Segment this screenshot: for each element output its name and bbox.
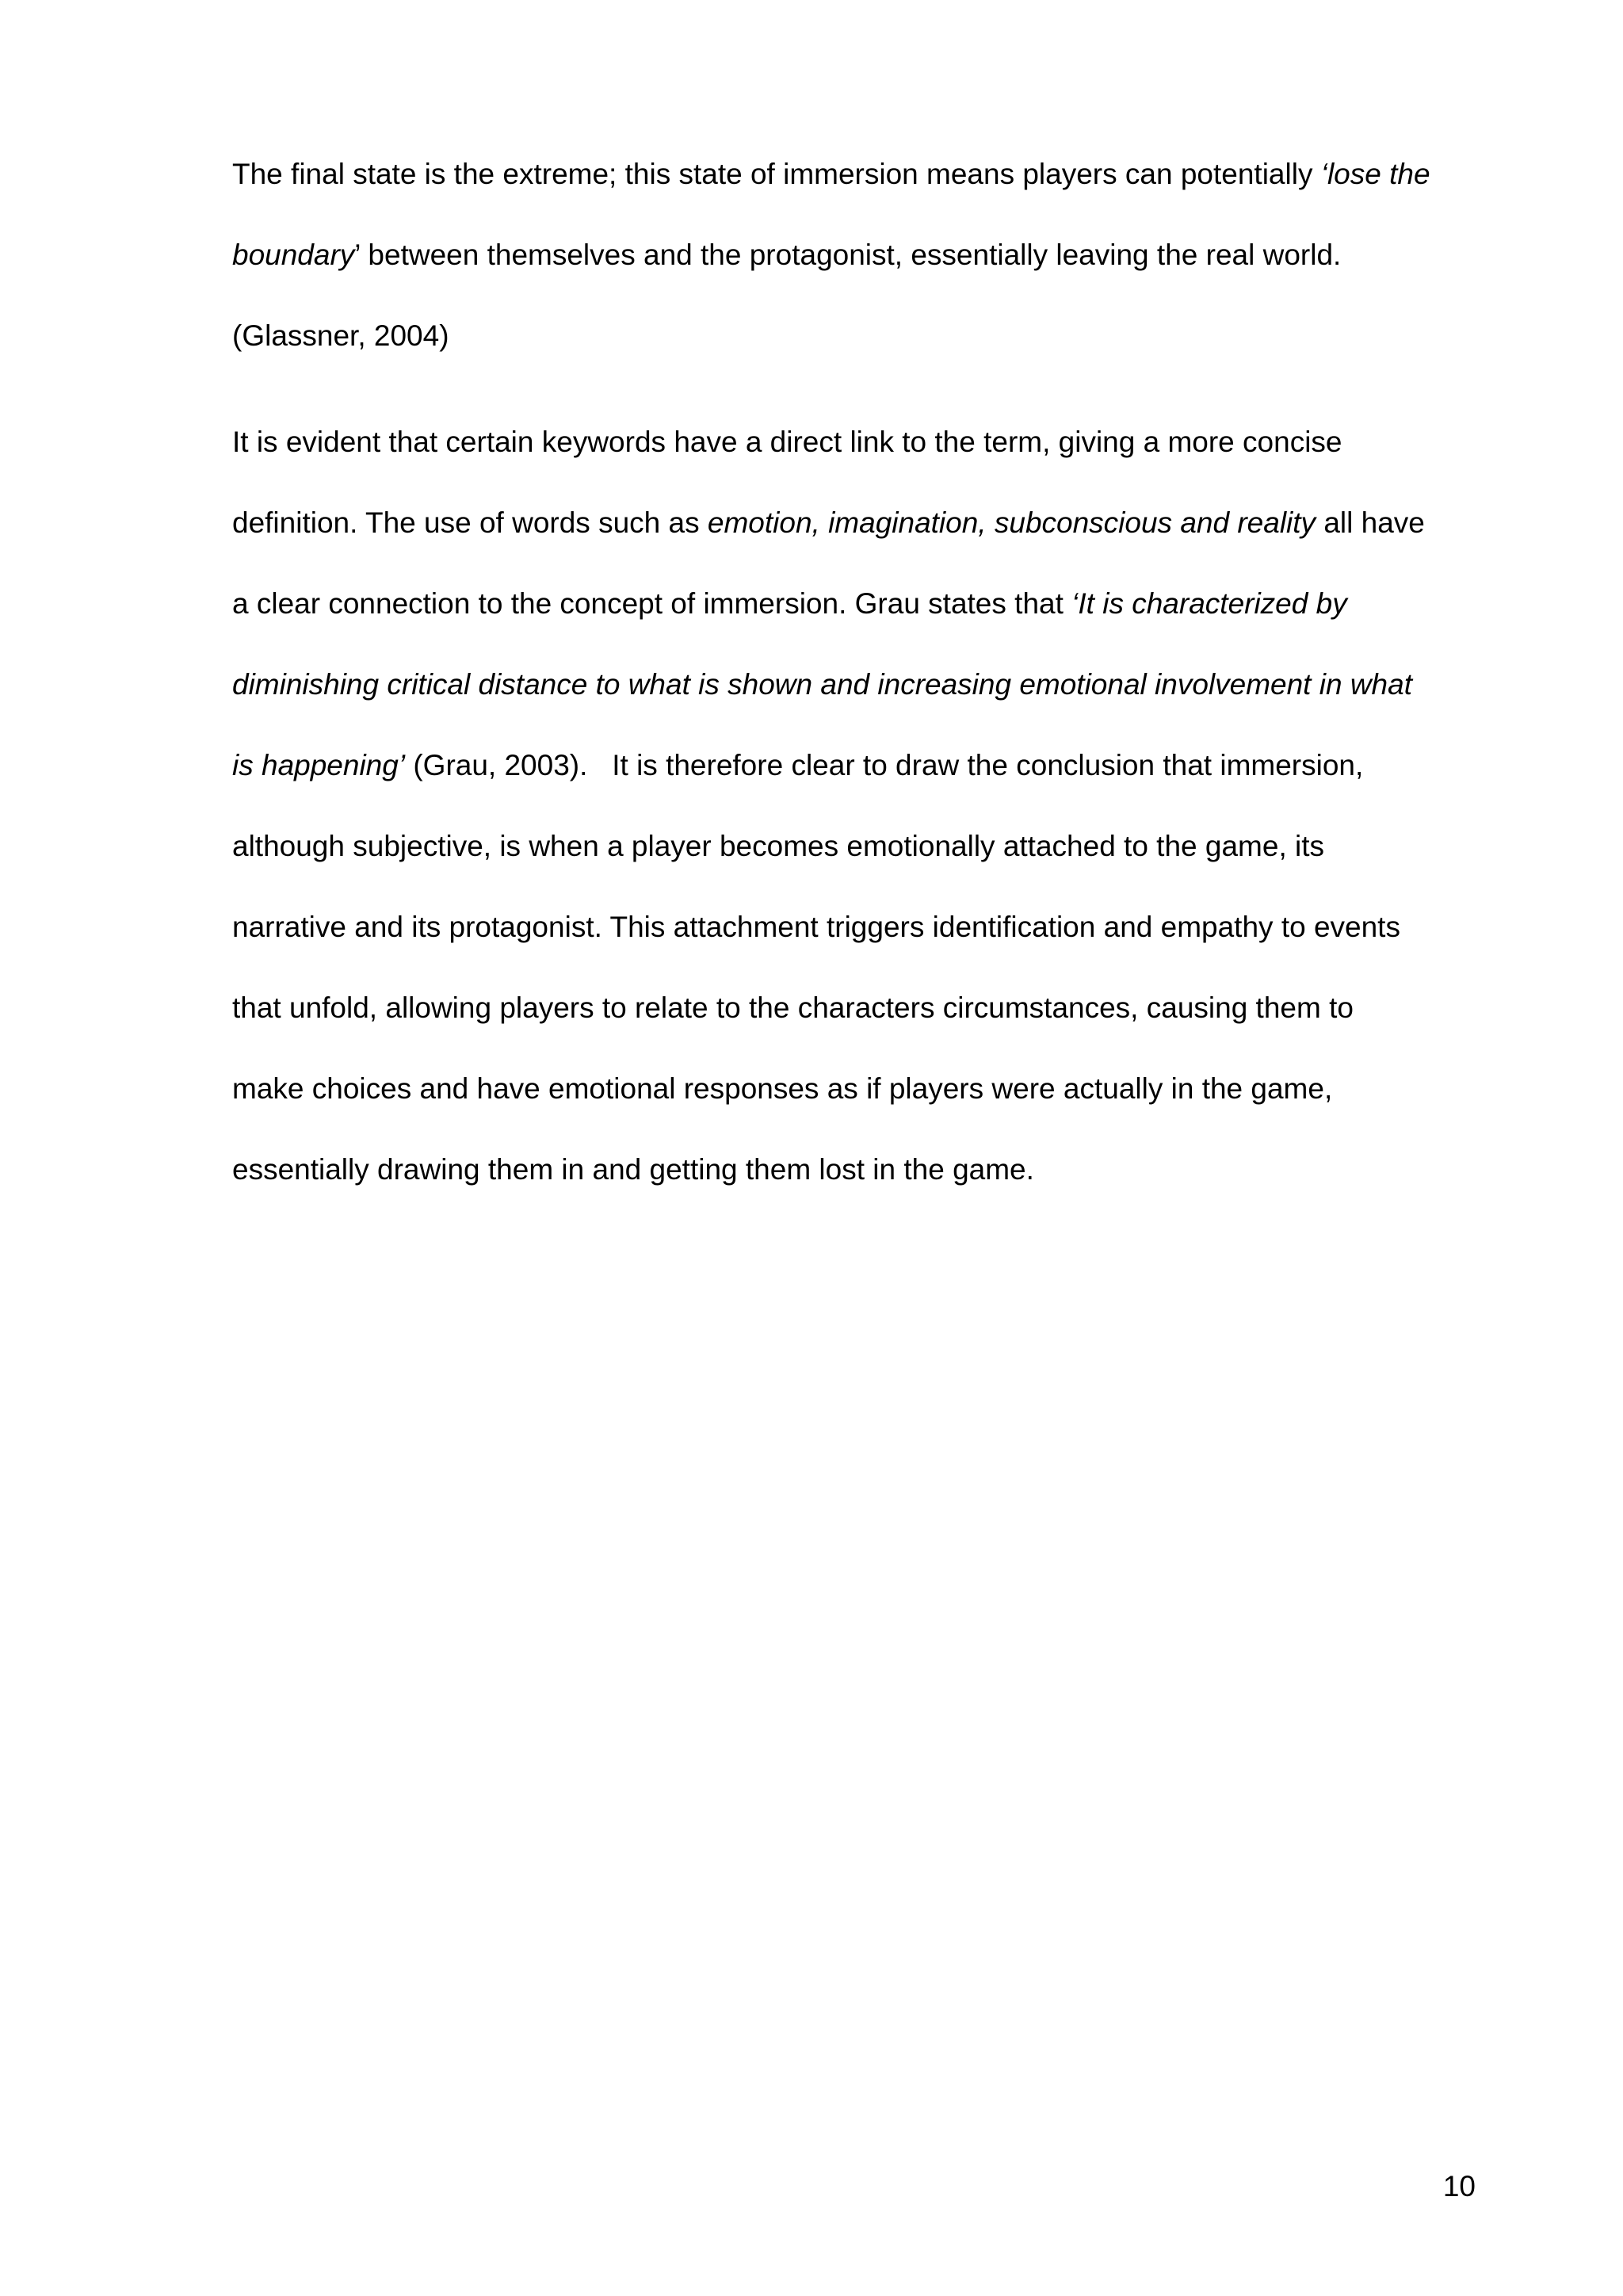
italic-text-run: boundary: [232, 239, 355, 271]
text-line: [232, 1146, 1484, 1227]
text-line: [232, 823, 1484, 904]
italic-text-run: ‘It is characterized by: [1071, 587, 1347, 620]
text-line: [232, 312, 1484, 393]
italic-text-run: ‘lose the: [1320, 158, 1430, 190]
body-text: [232, 151, 1484, 1227]
text-run: (Glassner, 2004): [232, 319, 449, 352]
italic-text-run: diminishing critical distance to what is shown and increasing emotional involvement in what: [232, 668, 1412, 701]
italic-text-run: emotion, imagination, subconscious and reality: [707, 506, 1316, 539]
text-run: (Grau, 2003). It is therefore clear to draw the conclusion that immersion,: [405, 749, 1364, 781]
text-run: The final state is the extreme; this state of immersion means players can potentially: [232, 158, 1321, 190]
text-line: [232, 499, 1484, 580]
text-run: that unfold, allowing players to relate to the characters circumstances, causing them to: [232, 991, 1354, 1024]
text-run: ’ between themselves and the protagonist, essentially leaving the real world.: [354, 239, 1342, 271]
text-line: [232, 904, 1484, 984]
text-run: a clear connection to the concept of immersion. Grau states that: [232, 587, 1072, 620]
text-run: essentially drawing them in and getting them lost in the game.: [232, 1153, 1034, 1186]
text-line: [232, 742, 1484, 823]
text-run: make choices and have emotional responses as if players were actually in the game,: [232, 1072, 1333, 1105]
text-run: all have: [1316, 506, 1425, 539]
text-line: [232, 580, 1484, 661]
text-line: [232, 418, 1484, 499]
page-number: 10: [1442, 2170, 1476, 2202]
text-run: It is evident that certain keywords have a direct link to the term, giving a more concise: [232, 426, 1342, 458]
text-line: [232, 151, 1484, 231]
italic-text-run: is happening’: [232, 749, 406, 781]
paragraph-spacer: [232, 393, 1484, 418]
text-line: [232, 984, 1484, 1065]
paragraph: [232, 418, 1484, 1227]
paragraph: [232, 151, 1484, 393]
text-line: [232, 231, 1484, 312]
text-run: definition. The use of words such as: [232, 506, 708, 539]
text-line: [232, 661, 1484, 742]
text-run: although subjective, is when a player becomes emotionally attached to the game, its: [232, 830, 1325, 862]
text-line: [232, 1065, 1484, 1146]
text-run: narrative and its protagonist. This attachment triggers identification and empathy to events: [232, 911, 1400, 943]
